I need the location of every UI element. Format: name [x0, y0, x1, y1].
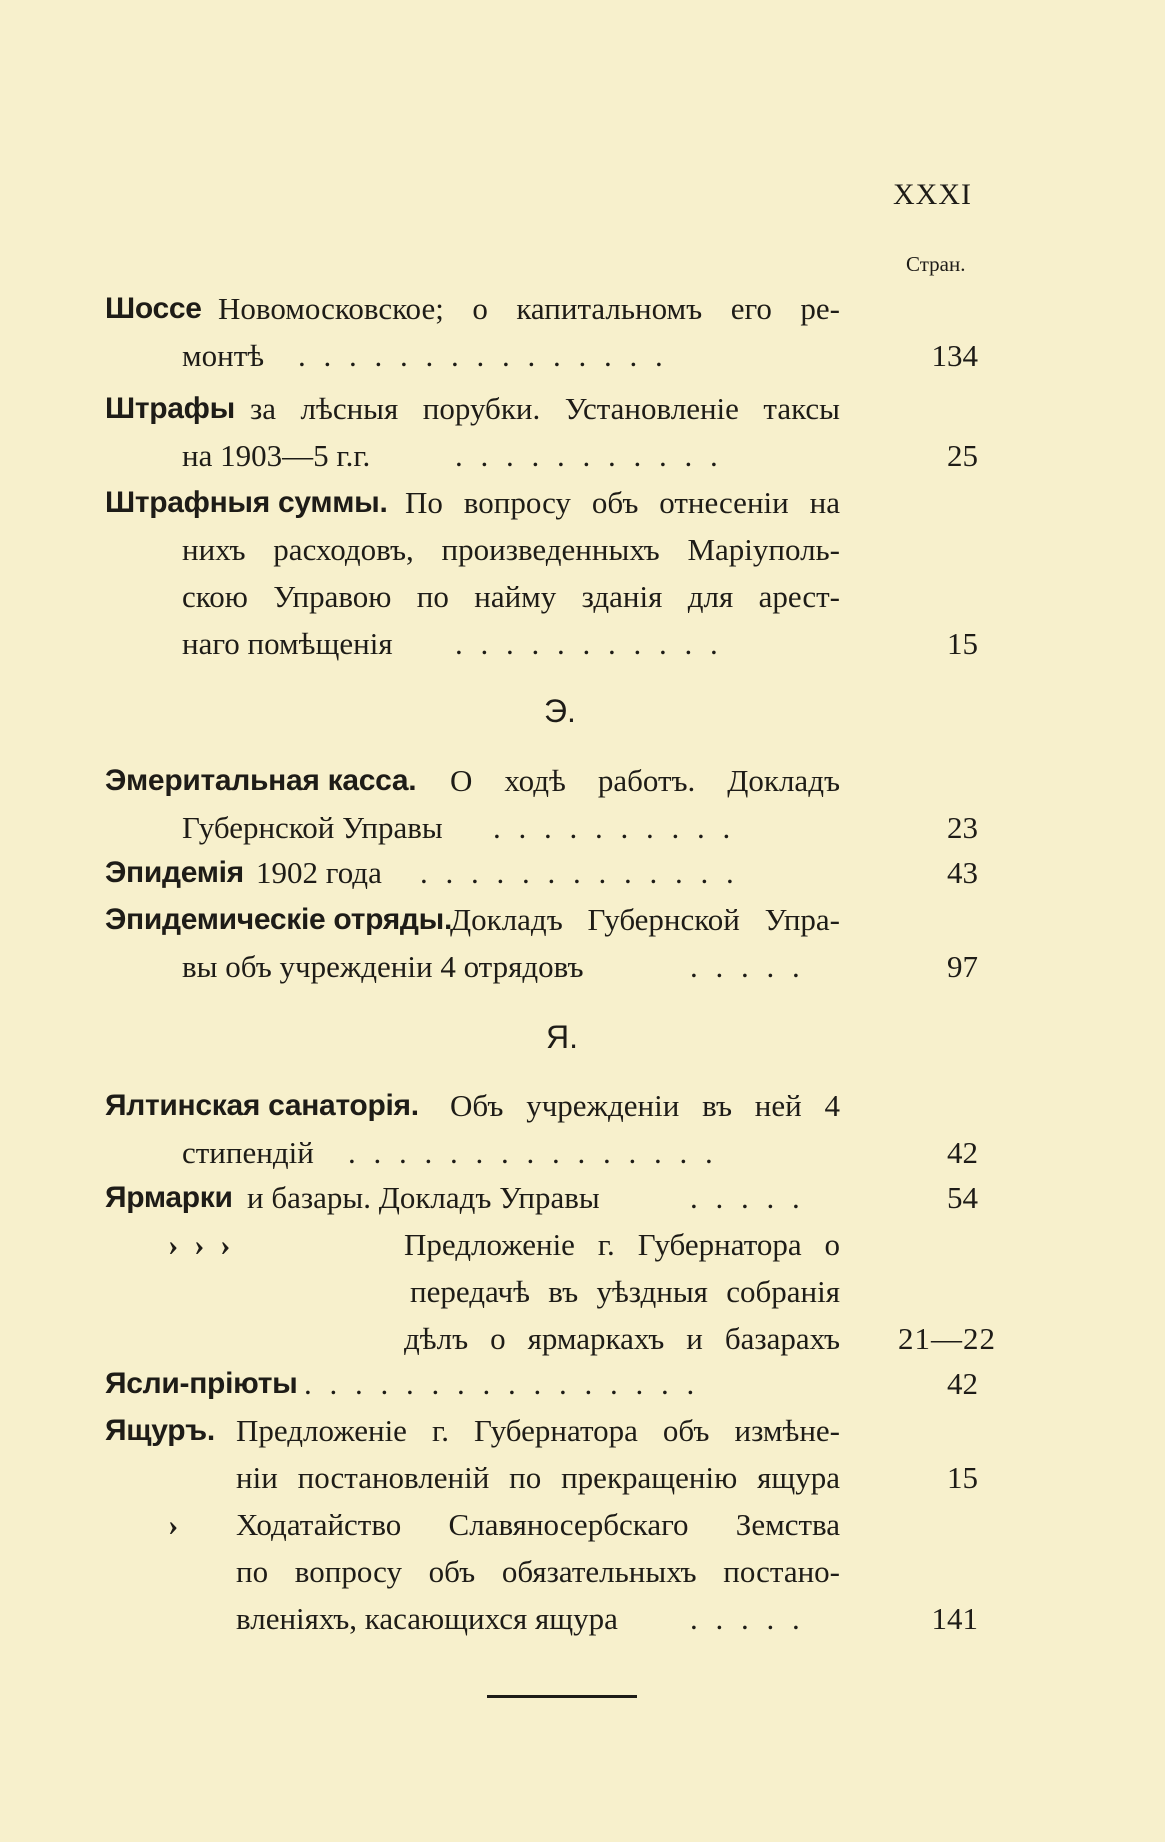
entry-text: монтѣ	[182, 338, 265, 373]
entry-page-number: 21—22	[898, 1321, 996, 1356]
leader-dots: . . . . . . . . . .	[493, 810, 736, 845]
entry-heading: Эмеритальная касса.	[105, 764, 417, 797]
ditto-marks: ›	[168, 1507, 179, 1542]
entry-page-number: 25	[947, 438, 978, 473]
section-letter-e: Э.	[544, 693, 576, 729]
entry-text: ніи постановленій по прекращенію ящура	[236, 1460, 840, 1495]
entry-heading: Ящуръ.	[105, 1414, 215, 1447]
entry-page-number: 141	[931, 1601, 978, 1636]
leader-dots: . . . . .	[690, 1601, 805, 1636]
leader-dots: . . . . . . . . . . . . .	[420, 855, 739, 890]
leader-dots: . . . . .	[690, 1180, 805, 1215]
entry-text: наго помѣщенія	[182, 626, 393, 661]
section-letter-ya: Я.	[546, 1019, 578, 1055]
entry-heading: Штрафныя суммы.	[105, 486, 388, 519]
entry-text: по вопросу объ обязательныхъ постано-	[236, 1554, 840, 1589]
entry-text: нихъ расходовъ, произведенныхъ Маріуполь-	[182, 532, 840, 567]
entry-text: О ходѣ работъ. Докладъ	[450, 763, 840, 798]
entry-text: Новомосковское; о капитальномъ его ре-	[218, 291, 840, 326]
entry-page-number: 15	[947, 1460, 978, 1495]
entry-text: скою Управою по найму зданія для арест-	[182, 579, 840, 614]
entry-text: Ходатайство Славяносербскаго Земства	[236, 1507, 840, 1542]
entry-heading: Эпидемическіе отряды.	[105, 903, 453, 936]
entry-text: По вопросу объ отнесеніи на	[405, 485, 840, 520]
entry-text: 1902 года	[256, 855, 382, 890]
page-number: XXXI	[893, 178, 972, 211]
entry-heading: Эпидемія	[105, 856, 244, 889]
entry-text: на 1903—5 г.г.	[182, 438, 371, 473]
entry-text: вы объ учрежденіи 4 отрядовъ	[182, 949, 584, 984]
entry-text: за лѣсныя порубки. Установленіе таксы	[250, 391, 840, 426]
entry-page-number: 97	[947, 949, 978, 984]
entry-page-number: 42	[947, 1135, 978, 1170]
entry-text: Предложеніе г. Губернатора объ измѣне-	[236, 1413, 840, 1448]
entry-heading: Ялтинская санаторія.	[105, 1089, 419, 1122]
entry-heading: Ясли-пріюты	[105, 1367, 298, 1400]
entry-heading: Ярмарки	[105, 1181, 233, 1214]
entry-page-number: 43	[947, 855, 978, 890]
leader-dots: . . . . . . . . . . . . . . .	[348, 1135, 718, 1170]
entry-text: Предложеніе г. Губернатора о	[404, 1227, 840, 1262]
entry-text: Докладъ Губернской Упра-	[450, 902, 840, 937]
entry-text: вленіяхъ, касающихся ящура	[236, 1601, 618, 1636]
closing-rule	[487, 1695, 637, 1698]
leader-dots: . . . . . . . . . . .	[455, 438, 723, 473]
entry-text: Губернской Управы	[182, 810, 443, 845]
ditto-marks: › › ›	[168, 1227, 235, 1262]
entry-page-number: 42	[947, 1366, 978, 1401]
entry-page-number: 54	[947, 1180, 978, 1215]
entry-text: дѣлъ о ярмаркахъ и базарахъ	[404, 1321, 840, 1356]
page-column-label: Стран.	[906, 252, 966, 276]
leader-dots: . . . . . . . . . . .	[455, 626, 723, 661]
entry-text: и базары. Докладъ Управы	[247, 1180, 600, 1215]
leader-dots: . . . . . . . . . . . . . . .	[298, 338, 668, 373]
leader-dots: . . . . .	[690, 949, 805, 984]
entry-page-number: 15	[947, 626, 978, 661]
entry-page-number: 23	[947, 810, 978, 845]
entry-heading: Шоссе	[105, 292, 202, 325]
entry-page-number: 134	[931, 338, 978, 373]
entry-text: Объ учрежденіи въ ней 4	[450, 1088, 840, 1123]
entry-heading: Штрафы	[105, 392, 235, 425]
entry-text: стипендій	[182, 1135, 314, 1170]
leader-dots: . . . . . . . . . . . . . . . .	[304, 1366, 700, 1401]
entry-text: передачѣ въ уѣздныя собранія	[410, 1274, 840, 1309]
